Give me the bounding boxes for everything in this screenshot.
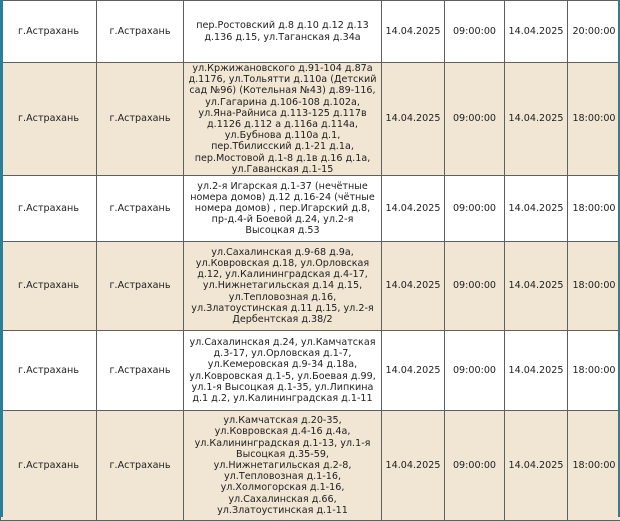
start-time-cell: 09:00:00 xyxy=(445,176,505,242)
region-cell: г.Астрахань xyxy=(1,176,97,242)
address-cell: ул.Кржижановского д.91-104 д.87а д.1176, ул.Тольятти д.110а (Детский сад №96) (Котельная №43) д.89-116, ул.Гагарина д.106-108 д.102а, ул.Яна-Райниса д.113-125 д.117в д.1126 д.112 а д.116а д.114а, ул.Бубнова д.110а д.1, пер.Тбилисский д.1-21 д.1а, пер.Мостовой д.1-8 д.1в д.16 д.1а, ул.Гаванская д.1-15 xyxy=(184,63,382,176)
start-date-cell: 14.04.2025 xyxy=(382,242,445,331)
region-cell: г.Астрахань xyxy=(1,242,97,331)
start-date-cell: 14.04.2025 xyxy=(382,1,445,63)
city-cell: г.Астрахань xyxy=(97,1,184,63)
city-cell: г.Астрахань xyxy=(97,63,184,176)
start-time-cell: 09:00:00 xyxy=(445,411,505,521)
start-time-cell: 09:00:00 xyxy=(445,331,505,411)
address-cell: ул.Камчатская д.20-35, ул.Ковровская д.4-16 д.4а, ул.Калининградская д.1-13, ул.1-я Высоцкая д.35-59, ул.Нижнетагильская д.2-8, ул.Тепловозная д.1-16, ул.Холмогорская д.1-16, ул.Сахалинская д.66, ул.Златоустинская д.1-11 xyxy=(184,411,382,521)
start-date-cell: 14.04.2025 xyxy=(382,411,445,521)
start-date-cell: 14.04.2025 xyxy=(382,63,445,176)
city-cell: г.Астрахань xyxy=(97,411,184,521)
end-time-cell: 18:00:00 xyxy=(568,176,620,242)
city-cell: г.Астрахань xyxy=(97,242,184,331)
table-row xyxy=(1,411,620,521)
table-row xyxy=(1,176,620,242)
region-cell: г.Астрахань xyxy=(1,63,97,176)
end-date-cell: 14.04.2025 xyxy=(505,331,568,411)
end-time-cell: 18:00:00 xyxy=(568,63,620,176)
region-cell: г.Астрахань xyxy=(1,1,97,63)
table-row xyxy=(1,1,620,63)
start-time-cell: 09:00:00 xyxy=(445,63,505,176)
address-cell: ул.2-я Игарская д.1-37 (нечётные номера домов) д.12 д.16-24 (чётные номера домов) , пер.Игарский д.8, пр-д.4-й Боевой д.24, ул.2-я Высоцкая д.53 xyxy=(184,176,382,242)
start-date-cell: 14.04.2025 xyxy=(382,331,445,411)
end-date-cell: 14.04.2025 xyxy=(505,242,568,331)
table-row xyxy=(1,242,620,331)
address-cell: ул.Сахалинская д.24, ул.Камчатская д.3-17, ул.Орловская д.1-7, ул.Кемеровская д.9-34 д.18а, ул.Ковровская д.1-5, ул.Боевая д.99, ул.1-я Высоцкая д.1-35, ул.Липкина д.1 д.2, ул.Калининградская д.1-11 xyxy=(184,331,382,411)
table-row xyxy=(1,63,620,176)
end-time-cell: 20:00:00 xyxy=(568,1,620,63)
end-date-cell: 14.04.2025 xyxy=(505,1,568,63)
city-cell: г.Астрахань xyxy=(97,176,184,242)
end-time-cell: 18:00:00 xyxy=(568,242,620,331)
start-date-cell: 14.04.2025 xyxy=(382,176,445,242)
end-date-cell: 14.04.2025 xyxy=(505,176,568,242)
region-cell: г.Астрахань xyxy=(1,411,97,521)
address-cell: ул.Сахалинская д.9-68 д.9а, ул.Ковровская д.18, ул.Орловская д.12, ул.Калининградская д.4-17, ул.Нижнетагильская д.14 д.15, ул.Тепловозная д.16, ул.Златоустинская д.11 д.15, ул.2-я Дербентская д.38/2 xyxy=(184,242,382,331)
start-time-cell: 09:00:00 xyxy=(445,242,505,331)
city-cell: г.Астрахань xyxy=(97,331,184,411)
address-cell: пер.Ростовский д.8 д.10 д.12 д.13 д.136 д.15, ул.Таганская д.34а xyxy=(184,1,382,63)
end-time-cell: 18:00:00 xyxy=(568,411,620,521)
end-date-cell: 14.04.2025 xyxy=(505,63,568,176)
end-time-cell: 18:00:00 xyxy=(568,331,620,411)
page-border-left xyxy=(0,0,3,517)
start-time-cell: 09:00:00 xyxy=(445,1,505,63)
region-cell: г.Астрахань xyxy=(1,331,97,411)
end-date-cell: 14.04.2025 xyxy=(505,411,568,521)
table-row xyxy=(1,331,620,411)
